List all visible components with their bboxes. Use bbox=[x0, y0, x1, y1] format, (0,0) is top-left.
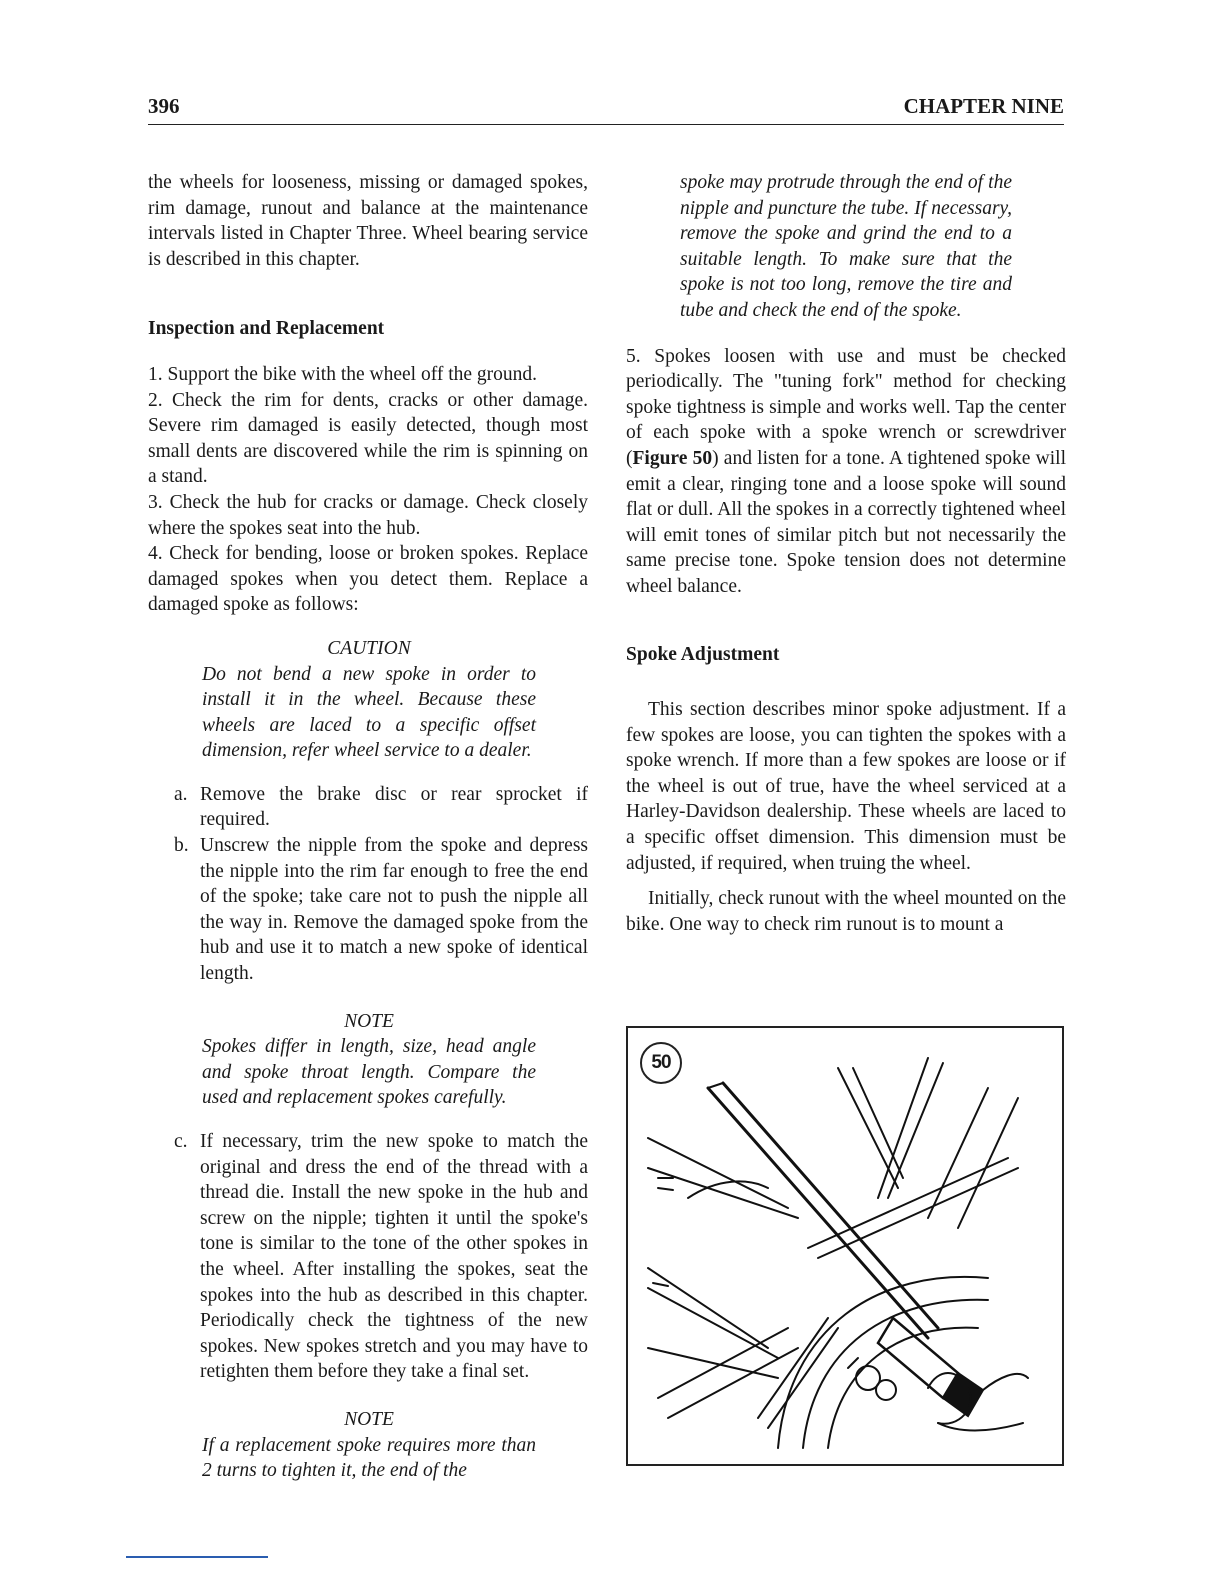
substep-b-text: Unscrew the nipple from the spoke and depress the nipple into the rim far enough to free the end of the spoke; take care not to push the nipple all the way in. Remove the damaged spoke from the hub and use it to match a new spoke of identical length. bbox=[200, 835, 588, 985]
right-column bbox=[626, 170, 1066, 937]
page-number: 396 bbox=[148, 94, 180, 118]
note-block-2 bbox=[202, 1407, 536, 1484]
spoke-wrench-illustration bbox=[628, 1028, 1064, 1466]
intro-paragraph: the wheels for looseness, missing or damaged spokes, rim damage, runout and balance at the maintenance intervals listed in Chapter Three. Wheel bearing service is described in this chapter. bbox=[148, 172, 588, 270]
step-4: 4. Check for bending, loose or broken spokes. Replace damaged spokes when you detect them. Replace a damaged spoke as follows: bbox=[148, 543, 588, 616]
step-3: 3. Check the hub for cracks or damage. Check closely where the spokes seat into the hub. bbox=[148, 491, 588, 539]
footer-rule bbox=[126, 1556, 268, 1558]
figure-50 bbox=[626, 1026, 1064, 1466]
page-header bbox=[148, 94, 1064, 125]
step-2: 2. Check the rim for dents, cracks or other damage. Severe rim damaged is easily detected, though most small dents are discovered while the rim is spinning on a stand. bbox=[148, 389, 588, 488]
substep-c-mark: c. bbox=[174, 1131, 188, 1152]
note-block-1 bbox=[202, 1009, 536, 1111]
note1-text: Spokes differ in length, size, head angle and spoke throat length. Compare the used and replacement spokes carefully. bbox=[202, 1036, 536, 1109]
figure-number-badge: 50 bbox=[640, 1042, 682, 1084]
section-heading-inspection: Inspection and Replacement bbox=[148, 318, 385, 340]
substep-b-mark: b. bbox=[174, 835, 189, 857]
left-column bbox=[148, 170, 588, 1498]
caution-title: CAUTION bbox=[327, 637, 411, 659]
figure-reference: Figure 50 bbox=[632, 447, 713, 469]
substep-a bbox=[148, 782, 588, 833]
step-5-text-b: ) and listen for a tone. A tightened spoke will emit a clear, ringing tone and a loose spoke will sound flat or dull. All the spokes in a correctly tightened wheel will emit tones of similar pitch but not necessarily the same precise tone. Spoke tension does not determine wheel balance. bbox=[626, 447, 1066, 597]
chapter-title: CHAPTER NINE bbox=[903, 94, 1064, 118]
note2-text: If a replacement spoke requires more than 2 turns to tighten it, the end of the bbox=[202, 1434, 536, 1482]
step-1: 1. Support the bike with the wheel off the ground. bbox=[148, 363, 538, 385]
substeps-list bbox=[148, 782, 588, 987]
substep-a-mark: a. bbox=[174, 783, 188, 805]
substep-a-text: Remove the brake disc or rear sprocket if required. bbox=[200, 783, 588, 831]
note1-title: NOTE bbox=[344, 1010, 394, 1032]
note-continued: spoke may protrude through the end of the nipple and puncture the tube. If necessary, remove the spoke and grind the end to a suitable length. To make sure that the spoke is not too long, remove the tire and tube and check the end of the spoke. bbox=[680, 172, 1012, 321]
substep-c-text: If necessary, trim the new spoke to match the original and dress the end of the thread with a thread die. Install the new spoke in the hub and screw on the nipple; tighten it until the spoke's tone is similar to the tone of the other spokes in the wheel. After installing the spokes, seat the spokes into the hub as described in this chapter. Periodically check the tightness of the new spokes. New spokes stretch and you may have to retighten them before they take a final set. bbox=[200, 1131, 588, 1383]
substep-b bbox=[148, 833, 588, 987]
note2-title: NOTE bbox=[344, 1408, 394, 1430]
caution-block bbox=[202, 636, 536, 764]
adjustment-paragraph-1: This section describes minor spoke adjustment. If a few spokes are loose, you can tighten the spokes with a spoke wrench. If more than a few spokes are loose or if the wheel is out of true, have the wheel serviced at a Harley-Davidson dealership. These wheels are laced to a specific offset dimension. This dimension must be adjusted, if required, when truing the wheel. bbox=[626, 699, 1066, 874]
step-5-text-a: 5. Spokes loosen with use and must be checked periodically. The "tuning fork" method for checking spoke tightness is simple and works well. Tap the center of each spoke with a spoke wrench or screwdriver ( bbox=[626, 345, 1066, 469]
substep-c bbox=[148, 1129, 588, 1385]
substep-c-list bbox=[148, 1129, 588, 1385]
caution-text: Do not bend a new spoke in order to install it in the wheel. Because these wheels are laced to a specific offset dimension, refer wheel service to a dealer. bbox=[202, 663, 536, 762]
section-heading-spoke-adjustment: Spoke Adjustment bbox=[626, 643, 780, 665]
adjustment-paragraph-2: Initially, check runout with the wheel mounted on the bike. One way to check rim runout is to mount a bbox=[626, 888, 1066, 935]
step-5 bbox=[626, 344, 1066, 600]
